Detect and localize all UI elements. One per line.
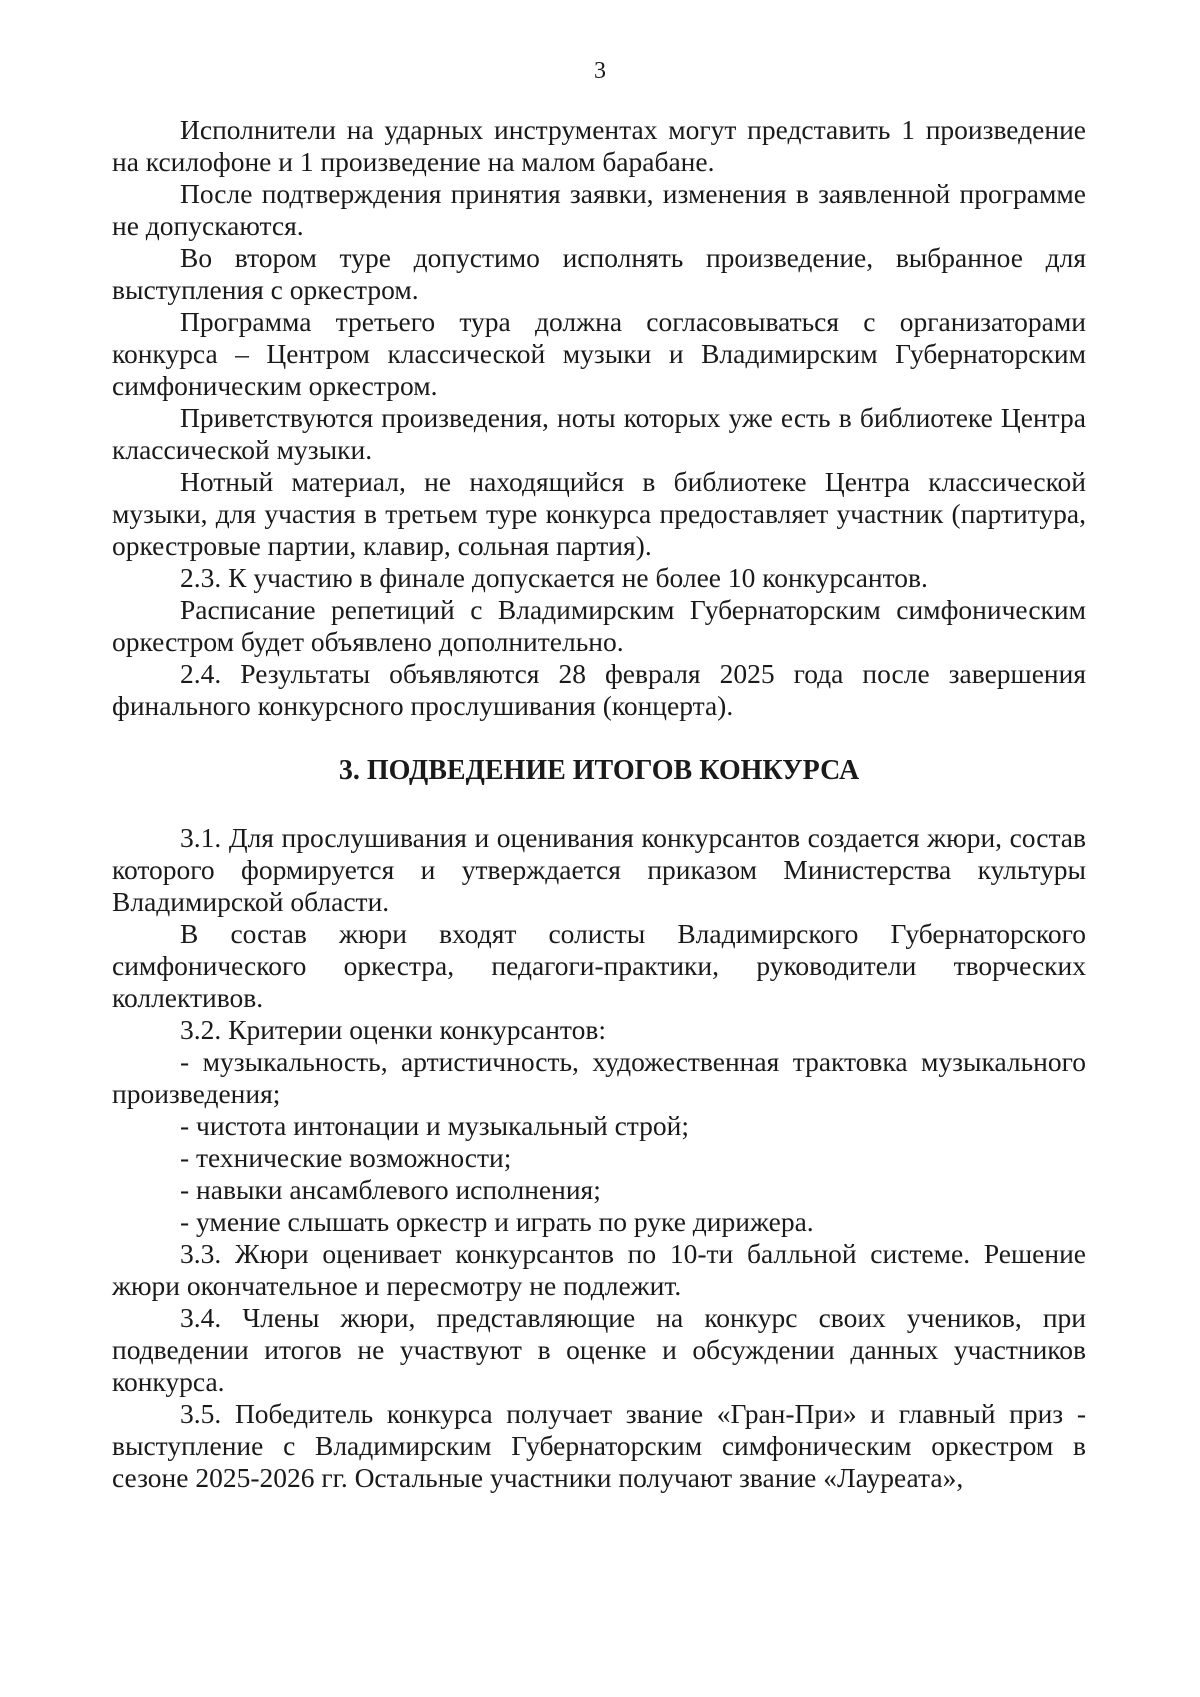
paragraph: 3.3. Жюри оценивает конкурсантов по 10-ти балльной системе. Решение жюри окончательное и пересмотру не подлежит.	[112, 1238, 1086, 1301]
paragraph: Исполнители на ударных инструментах могут представить 1 произведение на ксилофоне и 1 произведение на малом барабане.	[112, 114, 1086, 177]
paragraph: Программа третьего тура должна согласовываться с организаторами конкурса – Центром классической музыки и Владимирским Губернаторским симфоническим оркестром.	[112, 306, 1086, 401]
document-body	[112, 114, 1086, 1494]
page-number: 3	[594, 58, 606, 84]
paragraph: Во втором туре допустимо исполнять произведение, выбранное для выступления с оркестром.	[112, 242, 1086, 305]
paragraph: 3.1. Для прослушивания и оценивания конкурсантов создается жюри, состав которого формируется и утверждается приказом Министерства культуры Владимирской области.	[112, 822, 1086, 917]
list-item: - навыки ансамблевого исполнения;	[180, 1174, 601, 1205]
paragraph: Расписание репетиций с Владимирским Губернаторским симфоническим оркестром будет объявлено дополнительно.	[112, 594, 1086, 657]
list-item: - умение слышать оркестр и играть по руке дирижера.	[180, 1206, 814, 1237]
list-item: - чистота интонации и музыкальный строй;	[180, 1110, 689, 1141]
list-item: - музыкальность, артистичность, художественная трактовка музыкального произведения;	[112, 1046, 1086, 1109]
section-heading: 3. ПОДВЕДЕНИЕ ИТОГОВ КОНКУРСА	[338, 755, 860, 786]
paragraph: 2.4. Результаты объявляются 28 февраля 2025 года после завершения финального конкурсного прослушивания (концерта).	[112, 658, 1086, 721]
paragraph: 2.3. К участию в финале допускается не более 10 конкурсантов.	[180, 562, 928, 593]
paragraph: В состав жюри входят солисты Владимирского Губернаторского симфонического оркестра, педагоги-практики, руководители творческих коллективов.	[112, 918, 1086, 1013]
paragraph: После подтверждения принятия заявки, изменения в заявленной программе не допускаются.	[112, 178, 1086, 241]
paragraph: Приветствуются произведения, ноты которых уже есть в библиотеке Центра классической музыки.	[112, 402, 1086, 465]
list-item: - технические возможности;	[180, 1142, 512, 1173]
paragraph: 3.2. Критерии оценки конкурсантов:	[180, 1014, 606, 1045]
paragraph: 3.5. Победитель конкурса получает звание «Гран-При» и главный приз - выступление с Владимирским Губернаторским симфоническим оркестром в сезоне 2025-2026 гг. Остальные участники получают звание «Лауреата»,	[112, 1398, 1086, 1493]
paragraph: 3.4. Члены жюри, представляющие на конкурс своих учеников, при подведении итогов не участвуют в оценке и обсуждении данных участников конкурса.	[112, 1302, 1086, 1397]
paragraph: Нотный материал, не находящийся в библиотеке Центра классической музыки, для участия в третьем туре конкурса предоставляет участник (партитура, оркестровые партии, клавир, сольная партия).	[112, 466, 1086, 561]
